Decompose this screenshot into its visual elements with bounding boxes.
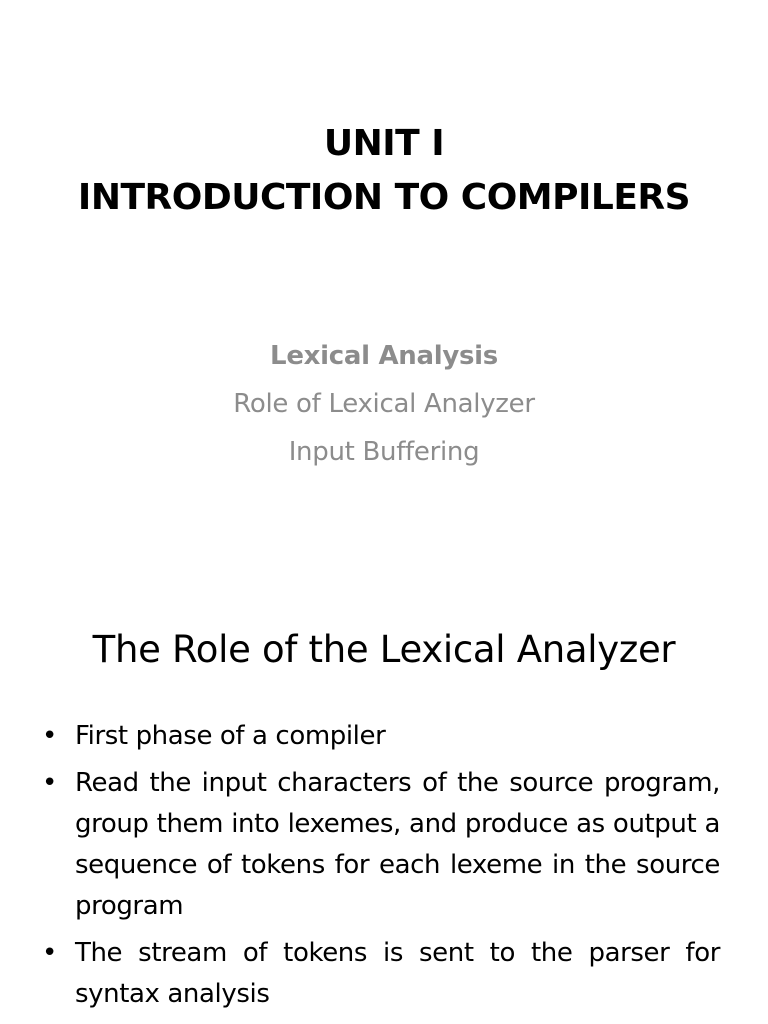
bullet-text: Read the input characters of the source program, group them into lexemes, and produce as output a sequence of tokens for each lexeme in the source program	[75, 768, 720, 921]
bullet-dot: •	[42, 768, 57, 798]
slide-1-subtitle	[0, 332, 768, 476]
title-topic: INTRODUCTION TO COMPILERS	[77, 177, 691, 218]
bullet-dot: •	[42, 721, 57, 751]
subtitle-lexical-analysis: Lexical Analysis	[270, 341, 498, 371]
bullet-list	[40, 716, 720, 1021]
bullet-text: First phase of a compiler	[75, 721, 386, 751]
bullet-item	[40, 763, 720, 927]
title-unit: UNIT I	[323, 123, 445, 164]
slide-1-title	[0, 117, 768, 225]
bullet-item	[40, 933, 720, 1015]
slide-2	[0, 576, 768, 1024]
bullet-text: The stream of tokens is sent to the parser for syntax analysis	[75, 938, 720, 1009]
slide-2-title: The Role of the Lexical Analyzer	[92, 628, 676, 671]
bullet-dot: •	[42, 938, 57, 968]
bullet-item	[40, 716, 720, 757]
subtitle-role: Role of Lexical Analyzer	[233, 389, 535, 419]
subtitle-input-buffering: Input Buffering	[288, 437, 480, 467]
